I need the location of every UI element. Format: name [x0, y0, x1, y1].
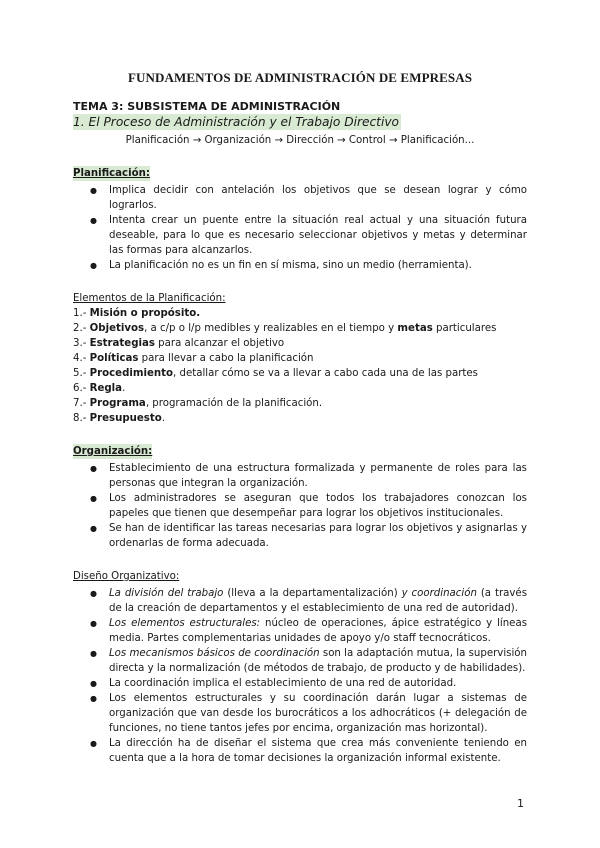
elementos-section	[73, 291, 527, 306]
diseno-section	[73, 569, 527, 584]
list-item: ● La división del trabajo (lleva a la departamentalización) y coordinación (a través de la creación de departamentos y el establecimiento de una red de autoridad).	[109, 586, 527, 616]
document-content	[73, 99, 527, 766]
list-item: 5.- Procedimiento, detallar cómo se va a llevar a cabo cada una de las partes	[73, 368, 478, 379]
list-item: ● Se han de identificar las tareas necesarias para lograr los objetivos y asignarlas y ordenarlas de forma adecuada.	[109, 521, 527, 551]
list-item: ● Implica decidir con antelación los objetivos que se desean lograr y cómo lograrlos.	[109, 183, 527, 213]
list-item: ● La dirección ha de diseñar el sistema que crea más conveniente teniendo en cuenta que a la hora de tomar decisiones la organización informal existente.	[109, 736, 527, 766]
list-item: ● La coordinación implica el establecimiento de una red de autoridad.	[109, 676, 527, 691]
list-item: 2.- Objetivos, a c/p o l/p medibles y realizables en el tiempo y metas particulares	[73, 323, 497, 334]
diseno-list	[73, 586, 527, 766]
section-subtitle: 1. El Proceso de Administración y el Trabajo Directivo	[73, 115, 400, 129]
page-number: 1	[517, 797, 524, 810]
tema-heading: TEMA 3: SUBSISTEMA DE ADMINISTRACIÓN	[73, 100, 341, 113]
list-item: 7.- Programa, programación de la planificación.	[73, 398, 323, 409]
document-title: FUNDAMENTOS DE ADMINISTRACIÓN DE EMPRESAS	[127, 70, 473, 85]
list-item: 6.- Regla.	[73, 383, 126, 394]
planificacion-section	[73, 166, 527, 181]
list-item: ● Intenta crear un puente entre la situación real actual y una situación futura deseable, para lo que es necesario seleccionar objetivos y metas y determinar las formas para alcanzarlos.	[109, 213, 527, 258]
list-item: 4.- Políticas para llevar a cabo la planificación	[73, 353, 314, 364]
list-item: ● La planificación no es un fin en sí misma, sino un medio (herramienta).	[109, 258, 527, 273]
organizacion-list	[73, 461, 527, 551]
list-item: ● Los administradores se aseguran que todos los trabajadores conozcan los papeles que tienen que desempeñar para lograr los objetivos institucionales.	[109, 491, 527, 521]
diseno-heading: Diseño Organizativo:	[73, 571, 180, 582]
list-item: ● Los elementos estructurales: núcleo de operaciones, ápice estratégico y líneas media. Partes complementarias unidades de apoyo y/o staff tecnocráticos.	[109, 616, 527, 646]
list-item: ● Los mecanismos básicos de coordinación son la adaptación mutua, la supervisión directa y la normalización (de métodos de trabajo, de producto y de habilidades).	[109, 646, 527, 676]
list-item: ● Establecimiento de una estructura formalizada y permanente de roles para las personas que integran la organización.	[109, 461, 527, 491]
list-item: ● Los elementos estructurales y su coordinación darán lugar a sistemas de organización que van desde los burocráticos a los adhocráticos (+ delegación de funciones, no tiene tantos jefes por encima, organización mas horizontal).	[109, 691, 527, 736]
list-item: 3.- Estrategias para alcanzar el objetivo	[73, 338, 285, 349]
list-item: 8.- Presupuesto.	[73, 413, 165, 424]
elementos-heading: Elementos de la Planificación:	[73, 293, 226, 304]
organizacion-heading: Organización:	[73, 446, 153, 457]
organizacion-section	[73, 444, 527, 459]
planificacion-list	[73, 183, 527, 273]
list-item: 1.- Misión o propósito.	[73, 308, 201, 319]
elementos-list	[73, 306, 527, 426]
process-flow: Planificación → Organización → Dirección → Control → Planificación...	[125, 135, 475, 146]
planificacion-heading: Planificación:	[73, 168, 150, 179]
